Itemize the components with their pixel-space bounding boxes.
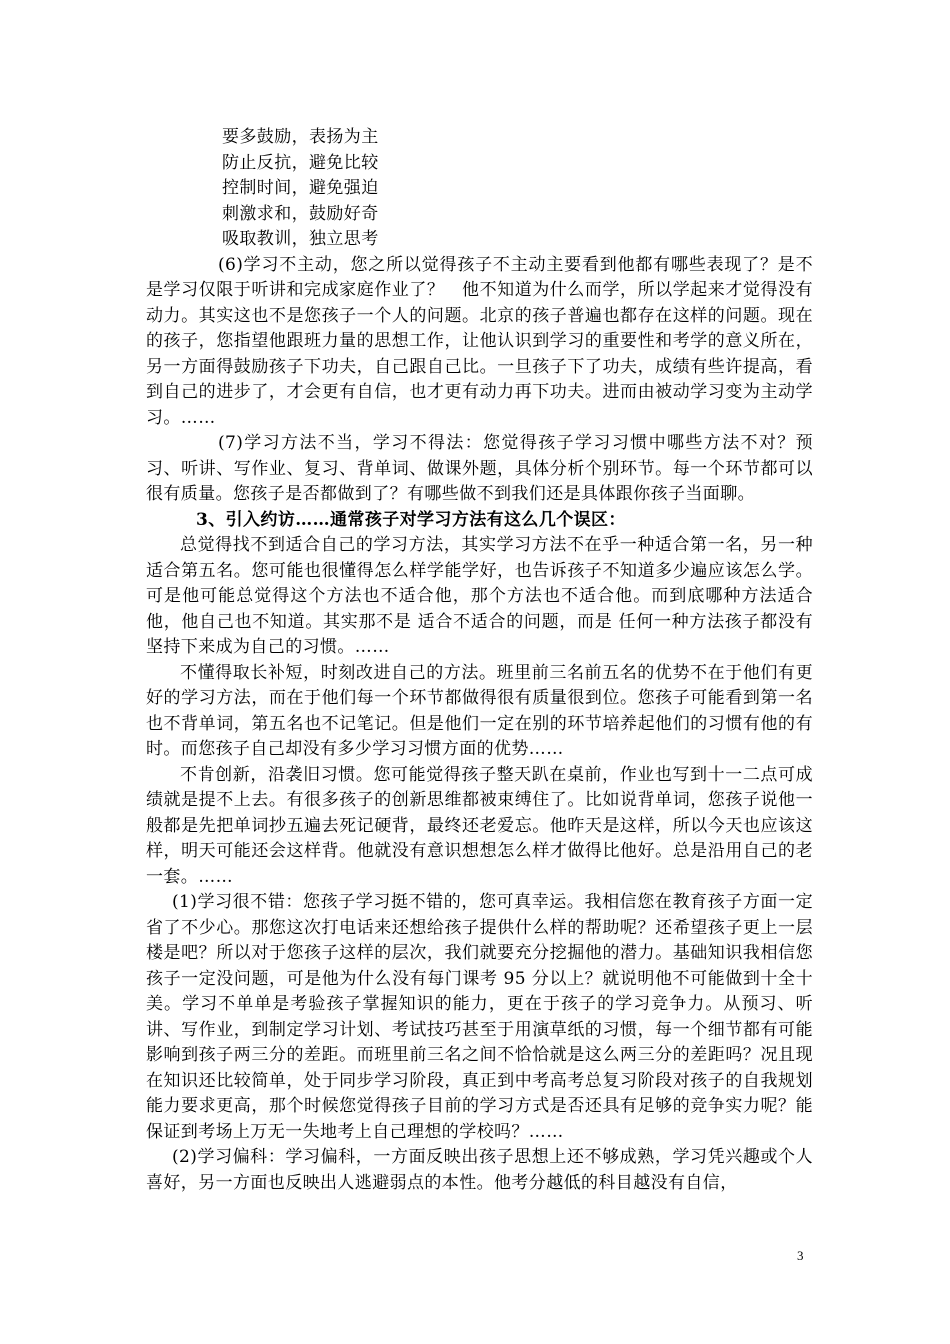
section-heading: 3、引入约访……通常孩子对学习方法有这么几个误区： [196,509,626,530]
paragraph-misconception-1: 总觉得找不到适合自己的学习方法，其实学习方法不在乎一种适合第一名，另一种适合第五名。您可能也很懂得怎么样学能学好，也告诉孩子不知道多少遍应该怎么学。可是他可能总觉得这个方法也不适合他，那个方法也不适合他。而到底哪种方法适合他，他自己也不知道。其实那不是 适合不适合的问题，而是 任何一种方法孩子都没有坚持下来成为自己的习惯。…… [146,535,813,657]
list-item: 要多鼓励，表扬为主 [222,127,379,147]
paragraph-misconception-3: 不肯创新，沿袭旧习惯。您可能觉得孩子整天趴在桌前，作业也写到十一二点可成绩就是提不上去。有很多孩子的创新思维都被束缚住了。比如说背单词，您孩子说他一般都是先把单词抄五遍去死记硬背，最终还老爱忘。他昨天是这样，所以今天也应该这样，明天可能还会这样背。他就没有意识想想怎么样才做得比他好。总是沿用自己的老一套。…… [146,764,813,887]
paragraph-good-student: (1)学习很不错：您孩子学习挺不错的，您可真幸运。我相信您在教育孩子方面一定省了不少心。那您这次打电话来还想给孩子提供什么样的帮助呢？还希望孩子更上一层楼是吧？所以对于您孩子这样的层次，我们就要充分挖掘他的潜力。基础知识我相信您孩子一定没问题，可是他为什么没有每门课考 95 分以上？就说明他不可能做到十全十美。学习不单单是考验孩子掌握知识的能力，更在于孩子的学习竞争力。从预习、听讲、写作业，到制定学习计划、考试技巧甚至于用演草纸的习惯，每一个细节都有可能影响到孩子两三分的差距。而班里前三名之间不恰恰就是这么两三分的差距吗？况且现在知识还比较简单，处于同步学习阶段，真正到中考高考总复习阶段对孩子的自我规划能力要求更高，那个时候您觉得孩子目前的学习方式是否还具有足够的竞争实力呢？能保证到考场上万无一失地考上自己理想的学校吗？…… [146,892,813,1142]
list-item: 防止反抗，避免比较 [222,152,379,173]
paragraph-not-proactive: (6)学习不主动，您之所以觉得孩子不主动主要看到他都有哪些表现了？是不是学习仅限于听讲和完成家庭作业了？ 他不知道为什么而学，所以学起来才觉得没有动力。其实这也不是您孩子一个人的问题。北京的孩子普遍也都存在这样的问题。现在的孩子，您指望他跟班力量的思想工作，让他认识到学习的重要性和考学的意义所在，另一方面得鼓励孩子下功夫，自己跟自己比。一旦孩子下了功夫，成绩有些许提高，看到自己的进步了，才会更有自信，也才更有动力再下功夫。进而由被动学习变为主动学习。…… [146,254,813,428]
list-item: 刺激求和，鼓励好奇 [222,203,379,224]
paragraph-subject-bias: (2)学习偏科：学习偏科，一方面反映出孩子思想上还不够成熟，学习凭兴趣或个人喜好，另一方面也反映出人逃避弱点的本性。他考分越低的科目越没有自信， [146,1147,813,1193]
page-number: 3 [797,1248,804,1263]
page-content [146,125,813,1196]
paragraph-wrong-method: (7)学习方法不当，学习不得法：您觉得孩子学习习惯中哪些方法不对？预习、听讲、写作业、复习、背单词、做课外题，具体分析个别环节。每一个环节都可以很有质量。您孩子是否都做到了？有哪些做不到我们还是具体跟你孩子当面聊。 [146,433,813,504]
paragraph-misconception-2: 不懂得取长补短，时刻改进自己的方法。班里前三名前五名的优势不在于他们有更好的学习方法，而在于他们每一个环节都做得很有质量很到位。您孩子可能看到第一名也不背单词，第五名也不记笔记。但是他们一定在别的环节培养起他们的习惯有他的有时。而您孩子自己却没有多少学习习惯方面的优势…… [146,662,813,759]
list-item: 吸取教训，独立思考 [222,229,379,249]
list-item: 控制时间，避免强迫 [222,178,379,198]
